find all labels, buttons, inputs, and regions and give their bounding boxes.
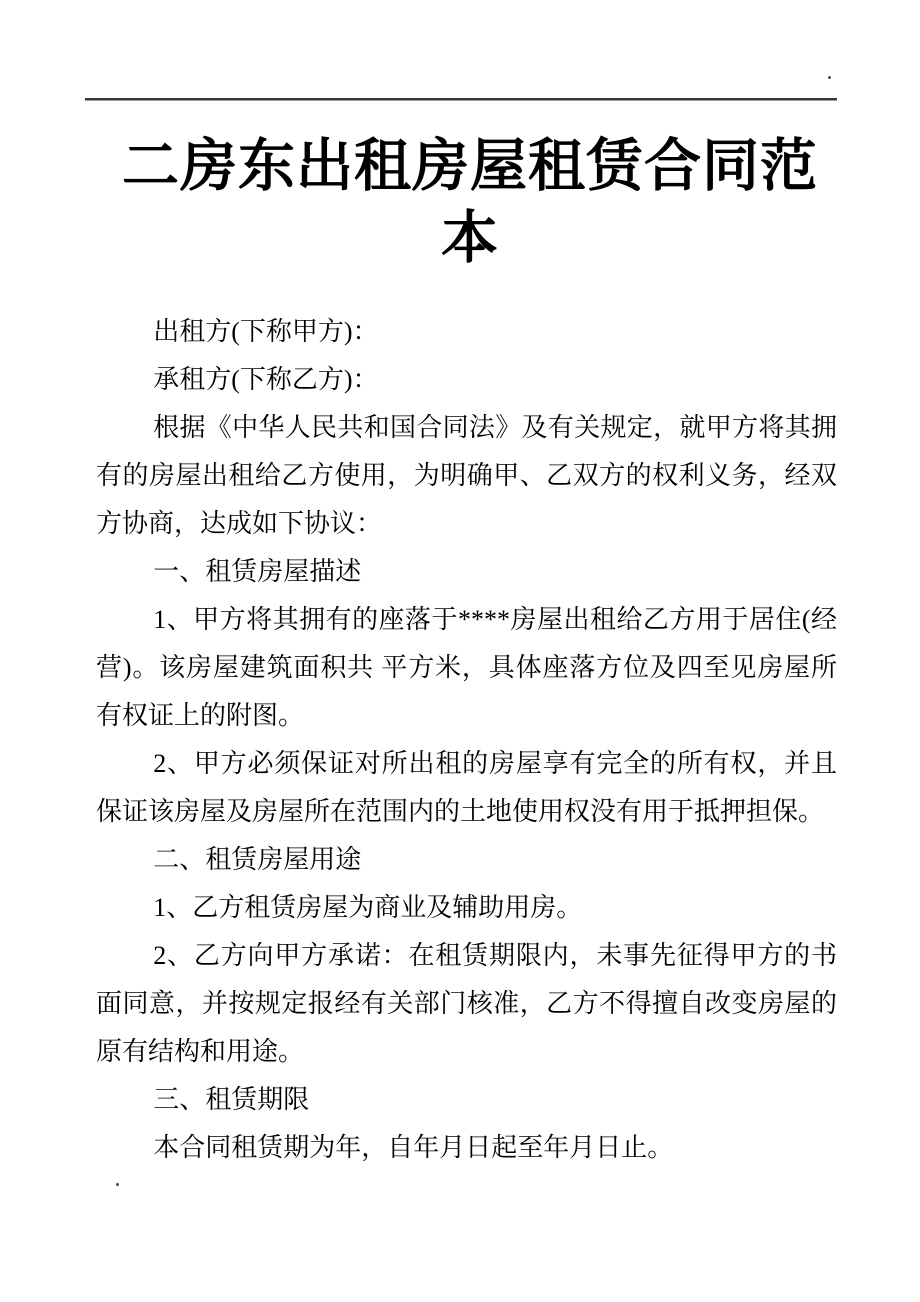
clause-3-1: 本合同租赁期为年，自年月日起至年月日止。 xyxy=(153,1133,674,1162)
section-2-heading: 二、租赁房屋用途 xyxy=(153,845,362,874)
header-divider-line xyxy=(85,98,837,101)
document-title: 二房东出租房屋租赁合同范本 xyxy=(122,134,818,270)
paragraph-lessor: 出租方(下称甲方)： xyxy=(153,317,379,346)
document-body xyxy=(96,308,837,1172)
clause-1-1: 1、甲方将其拥有的座落于****房屋出租给乙方用于居住(经营)。该房屋建筑面积共 平方米，具体座落方位及四至见房屋所有权证上的附图。 xyxy=(96,605,837,730)
paragraph-lessee: 承租方(下称乙方)： xyxy=(153,365,379,394)
section-3-heading: 三、租赁期限 xyxy=(153,1085,310,1114)
paragraph-preamble: 根据《中华人民共和国合同法》及有关规定，就甲方将其拥有的房屋出租给乙方使用，为明确甲、乙双方的权利义务，经双方协商，达成如下协议： xyxy=(96,413,837,538)
clause-1-2: 2、甲方必须保证对所出租的房屋享有完全的所有权，并且保证该房屋及房屋所在范围内的土地使用权没有用于抵押担保。 xyxy=(96,749,837,826)
clause-2-1: 1、乙方租赁房屋为商业及辅助用房。 xyxy=(153,893,583,922)
stray-mark-top xyxy=(828,76,831,79)
stray-mark-bottom xyxy=(116,1183,119,1186)
clause-2-2: 2、乙方向甲方承诺：在租赁期限内，未事先征得甲方的书面同意，并按规定报经有关部门核准，乙方不得擅自改变房屋的原有结构和用途。 xyxy=(96,941,837,1066)
section-1-heading: 一、租赁房屋描述 xyxy=(153,557,362,586)
